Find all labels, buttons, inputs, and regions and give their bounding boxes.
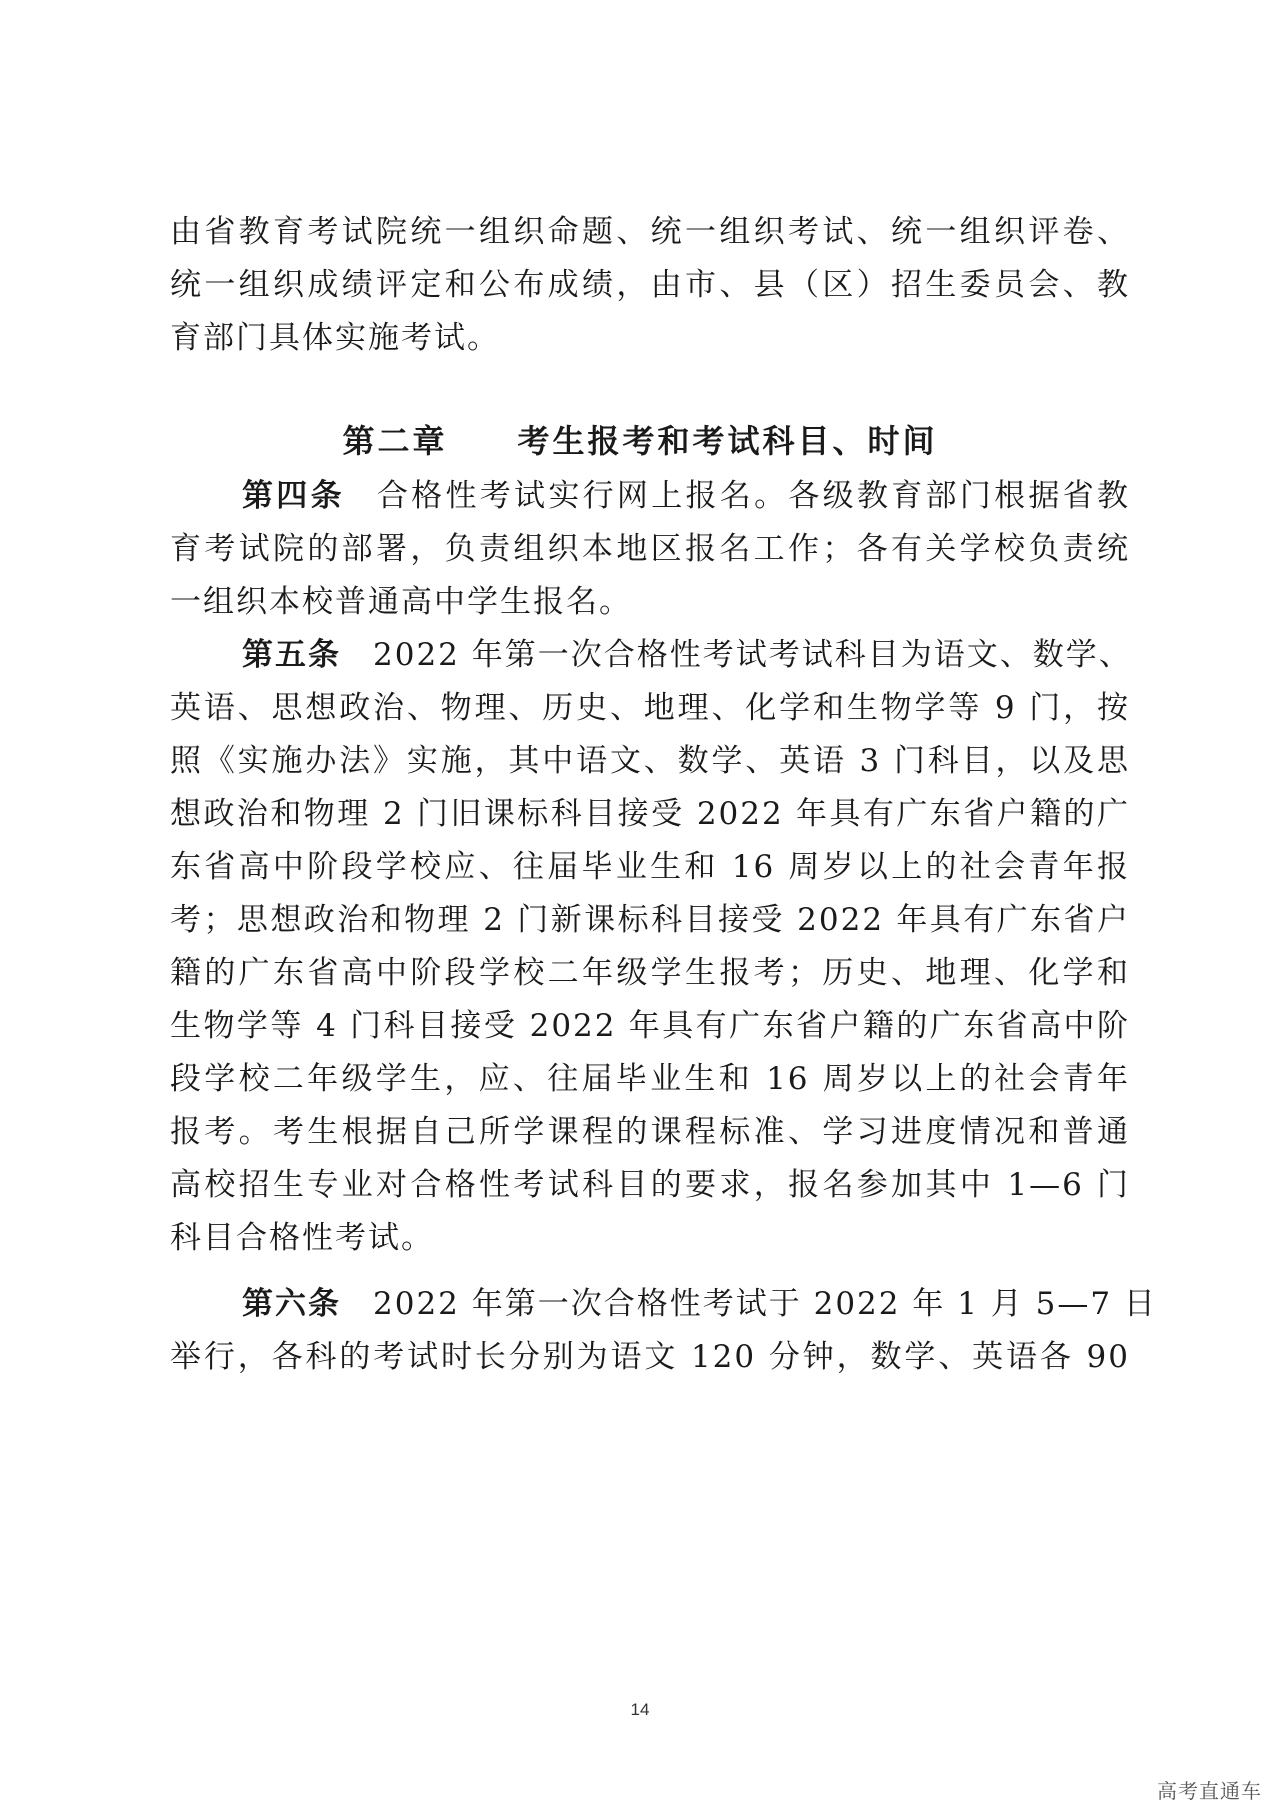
page-number: 14 <box>630 1700 650 1719</box>
article6-label: 第六条 <box>242 1286 341 1322</box>
article5-line-7: 籍的广东省高中阶段学校二年级学生报考；历史、地理、化学和 <box>170 955 1130 991</box>
article4-text-1: 合格性考试实行网上报名。各级教育部门根据省教 <box>376 478 1130 514</box>
article6-line-1 <box>242 1284 1157 1324</box>
article5-line-10: 报考。考生根据自己所学课程的课程标准、学习进度情况和普通 <box>170 1114 1130 1150</box>
article5-line-12: 科目合格性考试。 <box>170 1220 434 1256</box>
article5-line-6: 考；思想政治和物理 2 门新课标科目接受 2022 年具有广东省户 <box>170 902 1130 938</box>
intro-line-3: 育部门具体实施考试。 <box>170 320 500 356</box>
article4-line-2: 育考试院的部署，负责组织本地区报名工作；各有关学校负责统 <box>170 531 1130 567</box>
article5-label: 第五条 <box>242 637 341 673</box>
article5-line-9: 段学校二年级学生，应、往届毕业生和 16 周岁以上的社会青年 <box>170 1061 1130 1097</box>
chapter-heading: 第二章 考生报考和考试科目、时间 <box>342 422 938 460</box>
article5-text-1: 2022 年第一次合格性考试考试科目为语文、数学、 <box>373 637 1132 673</box>
article4-line-3: 一组织本校普通高中学生报名。 <box>170 584 632 620</box>
intro-line-1: 由省教育考试院统一组织命题、统一组织考试、统一组织评卷、 <box>170 214 1130 250</box>
article4-label: 第四条 <box>242 478 345 514</box>
article6-text-1: 2022 年第一次合格性考试于 2022 年 1 月 5—7 日 <box>373 1286 1157 1322</box>
article4-line-1 <box>242 476 1130 516</box>
intro-line-2: 统一组织成绩评定和公布成绩，由市、县（区）招生委员会、教 <box>170 267 1130 303</box>
article5-line-2: 英语、思想政治、物理、历史、地理、化学和生物学等 9 门，按 <box>170 690 1130 726</box>
watermark-text: 高考直通车 <box>1157 1779 1262 1803</box>
article5-line-4: 想政治和物理 2 门旧课标科目接受 2022 年具有广东省户籍的广 <box>170 796 1130 832</box>
article5-line-5: 东省高中阶段学校应、往届毕业生和 16 周岁以上的社会青年报 <box>170 849 1130 885</box>
article5-line-11: 高校招生专业对合格性考试科目的要求，报名参加其中 1—6 门 <box>170 1167 1130 1203</box>
article5-line-3: 照《实施办法》实施，其中语文、数学、英语 3 门科目，以及思 <box>170 743 1130 779</box>
article6-line-2: 举行，各科的考试时长分别为语文 120 分钟，数学、英语各 90 <box>170 1339 1130 1375</box>
article5-line-8: 生物学等 4 门科目接受 2022 年具有广东省户籍的广东省高中阶 <box>170 1008 1130 1044</box>
article5-line-1 <box>242 635 1130 675</box>
